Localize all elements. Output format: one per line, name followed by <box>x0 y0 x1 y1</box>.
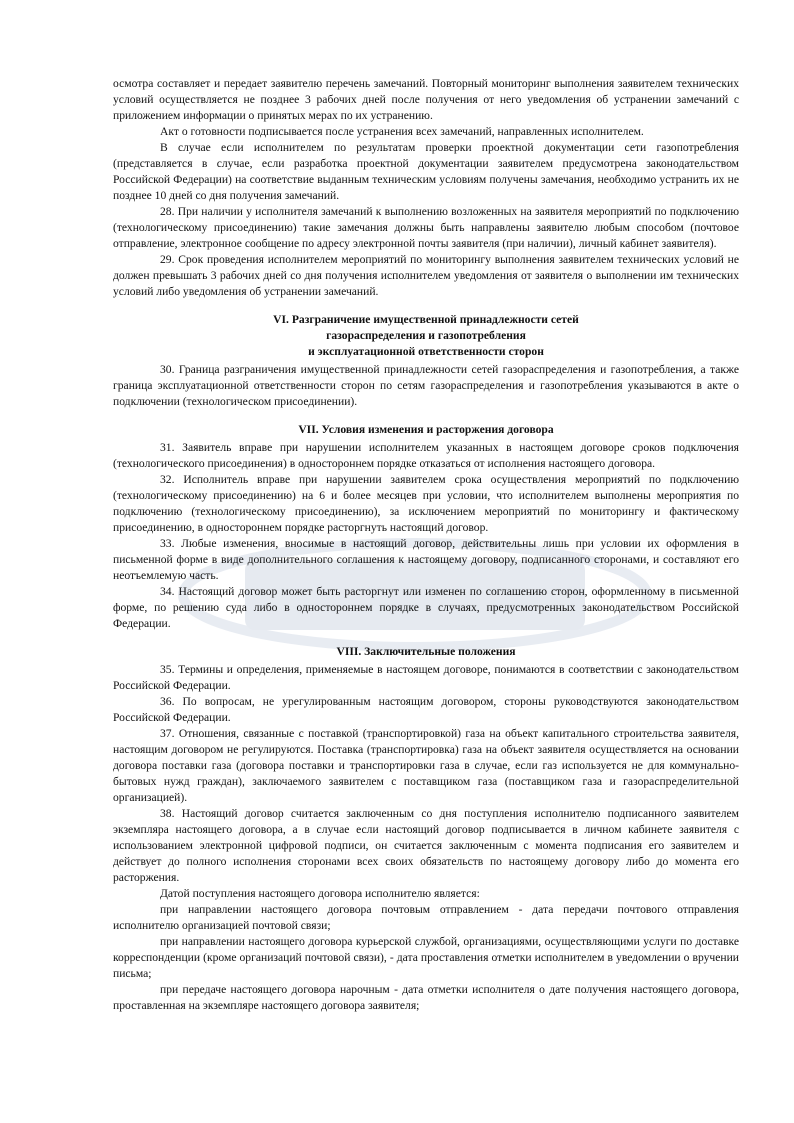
paragraph: 37. Отношения, связанные с поставкой (транспортировкой) газа на объект капитального строительства заявителя, настоящим договором не регулируются. Поставка (транспортировка) газа на объект заявителя осуществляется на основании договора поставки газа (договора поставки и транспортировки газа в случае, если газ используется не для коммунально-бытовых нужд граждан), заключаемого заявителем с поставщиком газа (поставщиком газа и газораспределительной организацией). <box>113 727 739 804</box>
paragraph: 33. Любые изменения, вносимые в настоящий договор, действительны лишь при условии их оформления в письменной форме в виде дополнительного соглашения к настоящему договору, подписанного сторонами, и составляют его неотъемлемую часть. <box>113 537 739 582</box>
paragraph: 32. Исполнитель вправе при нарушении заявителем срока осуществления мероприятий по подключению (технологическому присоединению) на 6 и более месяцев при условии, что исполнителем выполнены мероприятия по подключению (технологическому присоединению), за исключением мероприятий по мониторингу и фактическому присоединению, в одностороннем порядке расторгнуть настоящий договор. <box>113 473 739 534</box>
paragraph: при направлении настоящего договора почтовым отправлением - дата передачи почтового отправления исполнителю организацией почтовой связи; <box>113 903 739 932</box>
paragraph: В случае если исполнителем по результатам проверки проектной документации сети газопотребления (представляется в случае, если разработка проектной документации заявителем предусмотрена законодательством Российской Федерации) на соответствие выданным техническим условиям получены замечания, необходимо устранить их не позднее 10 дней со дня получения замечаний. <box>113 141 739 202</box>
paragraph: осмотра составляет и передает заявителю перечень замечаний. Повторный мониторинг выполнения заявителем технических условий осуществляется не позднее 3 рабочих дней после получения от него уведомления об устранении замечаний с приложением информации о принятых мерах по их устранению. <box>113 77 739 122</box>
section-6-title-line: и эксплуатационной ответственности сторон <box>308 345 544 358</box>
section-7-body <box>113 440 739 632</box>
paragraph: 31. Заявитель вправе при нарушении исполнителем указанных в настоящем договоре сроков подключения (технологического присоединения) в одностороннем порядке отказаться от исполнения настоящего договора. <box>113 441 739 470</box>
paragraph: 29. Срок проведения исполнителем мероприятий по мониторингу выполнения заявителем технических условий не должен превышать 3 рабочих дней со дня получения исполнителем уведомления от заявителя о выполнении им технических условий либо уведомления об устранении замечаний. <box>113 253 739 298</box>
document-page <box>113 76 739 1014</box>
paragraph: при передаче настоящего договора нарочным - дата отметки исполнителя о дате получения настоящего договора, проставленная на экземпляре настоящего договора заявителя; <box>113 983 739 1012</box>
paragraph: 30. Граница разграничения имущественной принадлежности сетей газораспределения и газопотребления, а также граница эксплуатационной ответственности сторон по сетям газораспределения и газопотребления указываются в акте о подключении (технологическом присоединении). <box>113 363 739 408</box>
section-8-title <box>113 644 739 660</box>
paragraph: Акт о готовности подписывается после устранения всех замечаний, направленных исполнителем. <box>160 125 644 138</box>
paragraph: Датой поступления настоящего договора исполнителю является: <box>160 887 480 900</box>
section-7-title <box>113 422 739 438</box>
paragraph: при направлении настоящего договора курьерской службой, организациями, осуществляющими услуги по доставке корреспонденции (кроме организаций почтовой связи), - дата проставления отметки исполнителем в уведомлении о вручении письма; <box>113 935 739 980</box>
section-7-title-line: VII. Условия изменения и расторжения договора <box>298 423 554 436</box>
paragraph: 34. Настоящий договор может быть расторгнут или изменен по соглашению сторон, оформленному в письменной форме, по решению суда либо в одностороннем порядке в случаях, предусмотренных законодательством Российской Федерации. <box>113 585 739 630</box>
section-6-title-line: VI. Разграничение имущественной принадлежности сетей <box>273 313 579 326</box>
section-6-body <box>113 362 739 410</box>
section-8-body <box>113 662 739 1014</box>
section-6-title <box>113 312 739 360</box>
paragraph: 28. При наличии у исполнителя замечаний к выполнению возложенных на заявителя мероприятий по подключению (технологическому присоединению) такие замечания должны быть направлены заявителю любым способом (почтовое отправление, электронное сообщение по адресу электронной почты заявителя (при наличии), личный кабинет заявителя). <box>113 205 739 250</box>
paragraph: 35. Термины и определения, применяемые в настоящем договоре, понимаются в соответствии с законодательством Российской Федерации. <box>113 663 739 692</box>
section-6-title-line: газораспределения и газопотребления <box>326 329 526 342</box>
paragraph: 36. По вопросам, не урегулированным настоящим договором, стороны руководствуются законодательством Российской Федерации. <box>113 695 739 724</box>
paragraph: 38. Настоящий договор считается заключенным со дня поступления исполнителю подписанного заявителем экземпляра настоящего договора, а в случае если настоящий договор подписывается в личном кабинете заявителя с использованием электронной цифровой подписи, он считается заключенным с момента подписания его заявителем и действует до полного исполнения сторонами всех своих обязательств по настоящему договору либо до момента его расторжения. <box>113 807 739 884</box>
top-paragraphs <box>113 76 739 300</box>
section-8-title-line: VIII. Заключительные положения <box>336 645 516 658</box>
